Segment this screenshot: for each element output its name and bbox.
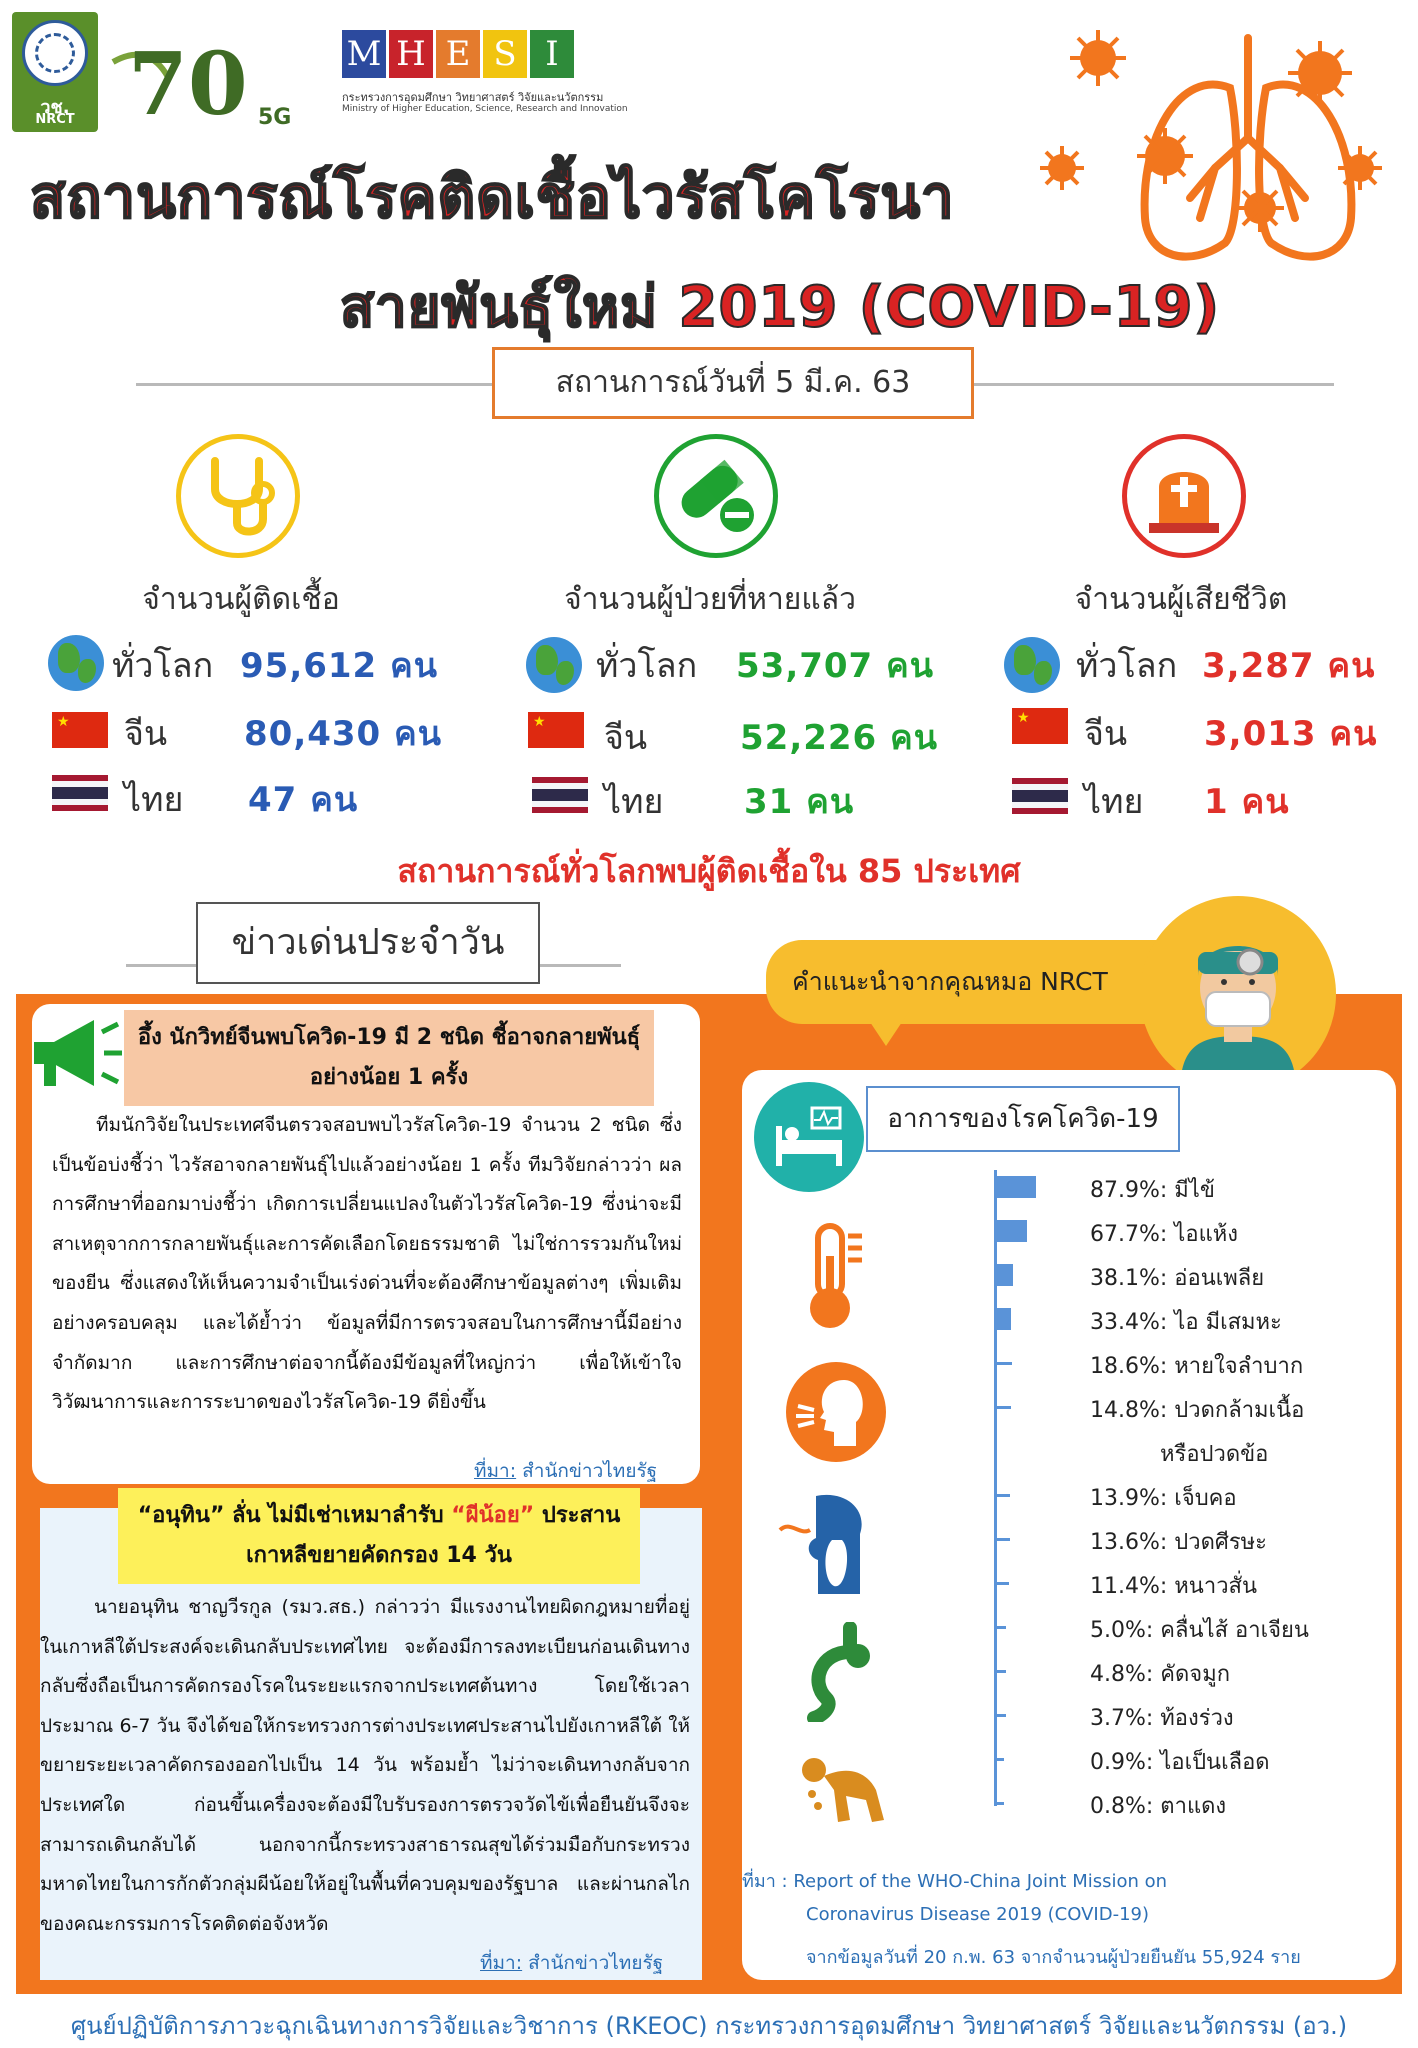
symptom-label-8: 11.4%: หนาวสั่น <box>1090 1574 1258 1599</box>
mhesi-logo <box>342 30 574 80</box>
doctor-avatar <box>1140 896 1336 1092</box>
infected-title: จำนวนผู้ติดเชื้อ <box>142 582 340 617</box>
thailand-flag-icon <box>1012 778 1068 814</box>
stethoscope-icon <box>176 434 300 558</box>
news-1-headline-line2: อย่างน้อย 1 ครั้ง <box>309 1065 469 1090</box>
recovered-world-value: 53,707 คน <box>736 646 935 686</box>
infected-thai-label: ไทย <box>124 780 184 820</box>
infected-china-label: จีน <box>124 714 168 754</box>
news-2-source-label: ที่มา: <box>480 1952 523 1974</box>
mhesi-letter-e: E <box>436 30 480 78</box>
deaths-world-value: 3,287 คน <box>1202 646 1376 686</box>
nrct-logo-english: NRCT <box>35 112 75 127</box>
recovered-china-value: 52,226 คน <box>740 718 939 758</box>
recovered-thai-value: 31 คน <box>744 782 855 822</box>
china-flag-icon <box>528 712 584 748</box>
anniversary-logo <box>108 22 308 132</box>
symptom-label-4: 18.6%: หายใจลำบาก <box>1090 1354 1304 1379</box>
symptom-label-11: 3.7%: ท้องร่วง <box>1090 1706 1234 1731</box>
chart-source-line1: ที่มา : Report of the WHO-China Joint Mission on <box>742 1871 1168 1892</box>
symptom-label-7: 13.6%: ปวดศีรษะ <box>1090 1530 1267 1555</box>
situation-date: สถานการณ์วันที่ 5 มี.ค. 63 <box>492 347 974 419</box>
china-flag-icon <box>1012 708 1068 744</box>
thailand-flag-icon <box>52 775 108 811</box>
vomiting-person-icon <box>796 1750 892 1826</box>
news-1-source[interactable] <box>474 1456 657 1486</box>
page-title-line1: สถานการณ์โรคติดเชื้อไวรัสโคโรนา <box>30 163 955 231</box>
deaths-title: จำนวนผู้เสียชีวิต <box>1074 582 1288 617</box>
nrct-logo-thai: วช. <box>40 97 70 118</box>
news-2-headline-part1: “อนุทิน” ลั่น ไม่มีเช่าเหมาลำรับ <box>137 1503 452 1528</box>
mhesi-letter-m: M <box>342 30 386 78</box>
news-2-headline-part2: ประสาน <box>534 1503 621 1528</box>
infected-china-value: 80,430 คน <box>244 714 443 754</box>
symptom-label-9: 5.0%: คลื่นไส้ อาเจียน <box>1090 1618 1309 1643</box>
news-2-headline <box>118 1488 640 1584</box>
respiratory-icon <box>776 1490 876 1598</box>
mhesi-thai-name: กระทรวงการอุดมศึกษา วิทยาศาสตร์ วิจัยและนวัตกรรม <box>342 91 604 104</box>
news-2-headline-line2: เกาหลีขยายคัดกรอง 14 วัน <box>246 1543 512 1568</box>
symptom-label-0: 87.9%: มีไข้ <box>1090 1178 1215 1203</box>
deaths-china-label: จีน <box>1084 714 1128 754</box>
stomach-icon <box>800 1622 880 1722</box>
tombstone-icon <box>1122 434 1246 558</box>
bubble-tail <box>862 1010 910 1046</box>
recovered-china-label: จีน <box>604 718 648 758</box>
anniversary-suffix: 5G <box>258 105 292 130</box>
thailand-flag-icon <box>532 777 588 813</box>
anniversary-number: 70 <box>128 34 248 132</box>
symptom-label-1: 67.7%: ไอแห้ง <box>1090 1222 1238 1247</box>
doctor-advice-label: คำแนะนำจากคุณหมอ NRCT <box>792 967 1108 996</box>
news-1-source-name: สำนักข่าวไทยรัฐ <box>522 1460 658 1482</box>
symptom-label-3: 33.4%: ไอ มีเสมหะ <box>1090 1310 1282 1335</box>
mhesi-english-name: Ministry of Higher Education, Science, Research and Innovation <box>342 104 628 114</box>
infected-thai-value: 47 คน <box>248 780 359 820</box>
symptom-label-5-cont: หรือปวดข้อ <box>1160 1442 1269 1467</box>
mhesi-letter-i: I <box>530 30 574 78</box>
news-1-headline <box>124 1010 654 1106</box>
symptoms-title: อาการของโรคโควิด-19 <box>866 1086 1180 1152</box>
infected-world-label: ทั่วโลก <box>112 646 214 686</box>
global-country-count: สถานการณ์ทั่วโลกพบผู้ติดเชื้อใน 85 ประเทศ <box>397 852 1021 890</box>
recovered-thai-label: ไทย <box>604 782 664 822</box>
page-footer: ศูนย์ปฏิบัติการภาวะฉุกเฉินทางการวิจัยและวิชาการ (RKEOC) กระทรวงการอุดมศึกษา วิทยาศาสตร์ วิจัยและนวัตกรรม (อว.) <box>70 2012 1348 2040</box>
news-2-source-name: สำนักข่าวไทยรัฐ <box>528 1952 664 1974</box>
deaths-thai-value: 1 คน <box>1204 782 1290 822</box>
news-2-body: นายอนุทิน ชาญวีรกูล (รมว.สธ.) กล่าวว่า มีแรงงานไทยผิดกฎหมายที่อยู่ในเกาหลีใต้ประสงค์จะเดินกลับประเทศไทย จะต้องมีการลงทะเบียนก่อนเดินทางกลับซึ่งถือเป็นการคัดกรองโรคในระยะแรกจากประเทศต้นทาง โดยใช้เวลาประมาณ 6-7 วัน จึงได้ขอให้กระทรวงการต่างประเทศประสานไปยังเกาหลีใต้ ให้ขยายระยะเวลาคัดกรองออกไปเป็น 14 วัน พร้อมย้ำ ไม่ว่าจะเดินทางกลับจากประเทศใด ก่อนขึ้นเครื่องจะต้องมีใบรับรองการตรวจวัดไข้เพื่อยืนยันจึงจะสามารถเดินกลับได้ นอกจากนี้กระทรวงสาธารณสุขได้ร่วมมือกับกระทรวงมหาดไทยในการกักตัวกลุ่มผีน้อยให้อยู่ในพื้นที่ควบคุมของรัฐบาล และผ่านกลไกของคณะกรรมการโรคติดต่อจังหวัด <box>40 1596 690 1935</box>
chart-source-line2: Coronavirus Disease 2019 (COVID-19) <box>806 1904 1149 1925</box>
recovered-world-label: ทั่วโลก <box>596 646 698 686</box>
symptom-label-13: 0.8%: ตาแดง <box>1090 1794 1227 1819</box>
mhesi-letter-h: H <box>389 30 433 78</box>
news-1-source-label: ที่มา: <box>474 1460 517 1482</box>
symptom-label-6: 13.9%: เจ็บคอ <box>1090 1486 1237 1511</box>
chart-source-line3: จากข้อมูลวันที่ 20 ก.พ. 63 จากจำนวนผู้ป่วยยืนยัน 55,924 ราย <box>806 1947 1301 1968</box>
nrct-logo <box>12 12 98 132</box>
thermometer-icon <box>800 1222 870 1332</box>
deaths-china-value: 3,013 คน <box>1204 714 1378 754</box>
symptom-label-12: 0.9%: ไอเป็นเลือด <box>1090 1750 1270 1775</box>
globe-icon <box>48 635 104 691</box>
recovered-title: จำนวนผู้ป่วยที่หายแล้ว <box>564 582 856 617</box>
news-1-body: ทีมนักวิจัยในประเทศจีนตรวจสอบพบไวรัสโควิด-19 จำนวน 2 ชนิด ซึ่งเป็นข้อบ่งชี้ว่า ไวรัสอาจกลายพันธุ์ไปแล้วอย่างน้อย 1 ครั้ง ทีมวิจัยกล่าวว่า ผลการศึกษาที่ออกมาบ่งชี้ว่า เกิดการเปลี่ยนแปลงในตัวไวรัสโควิด-19 ซึ่งน่าจะมีสาเหตุจากการกลายพันธุ์และการคัดเลือกโดยธรรมชาติ ไม่ใช่การรวมกันใหม่ของยีน ซึ่งแสดงให้เห็นความจำเป็นเร่งด่วนที่จะต้องศึกษาข้อมูลต่างๆ เพิ่มเติมอย่างครอบคลุม และได้ย้ำว่า ข้อมูลที่มีการตรวจสอบในการศึกษานี้มีอย่างจำกัดมาก และการศึกษาต่อจากนี้ต้องมีข้อมูลที่ใหญ่กว่า เพื่อให้เข้าใจวิวัฒนาการและการระบาดของไวรัสโควิด-19 ดียิ่งขึ้น <box>52 1114 682 1414</box>
hospital-bed-icon <box>754 1082 864 1192</box>
infected-world-value: 95,612 คน <box>240 646 439 686</box>
chart-axis <box>994 1170 997 1806</box>
deaths-thai-label: ไทย <box>1084 782 1144 822</box>
news-2-headline-line1 <box>118 1496 640 1536</box>
news-section-title: ข่าวเด่นประจำวัน <box>196 902 540 984</box>
lungs-virus-illustration <box>1040 18 1410 288</box>
pills-icon <box>654 434 778 558</box>
news-2-headline-highlight: “ผีน้อย” <box>451 1503 535 1528</box>
globe-icon <box>1004 637 1060 693</box>
deaths-world-label: ทั่วโลก <box>1076 646 1178 686</box>
megaphone-icon <box>24 1002 124 1102</box>
symptom-label-10: 4.8%: คัดจมูก <box>1090 1662 1231 1687</box>
china-flag-icon <box>52 712 108 748</box>
news-2-source[interactable] <box>480 1948 663 1978</box>
page-title-line2: สายพันธุ์ใหม่ 2019 (COVID-19) <box>340 275 1221 340</box>
symptom-label-2: 38.1%: อ่อนเพลีย <box>1090 1266 1265 1291</box>
globe-icon <box>526 637 582 693</box>
symptom-label-5: 14.8%: ปวดกล้ามเนื้อ <box>1090 1398 1305 1423</box>
coughing-person-icon <box>784 1360 888 1464</box>
nrct-seal-icon <box>22 20 88 86</box>
news-1-headline-line1: อึ้ง นักวิทย์จีนพบโควิด-19 มี 2 ชนิด ชี้อาจกลายพันธุ์ <box>137 1025 641 1050</box>
mhesi-letter-s: S <box>483 30 527 78</box>
